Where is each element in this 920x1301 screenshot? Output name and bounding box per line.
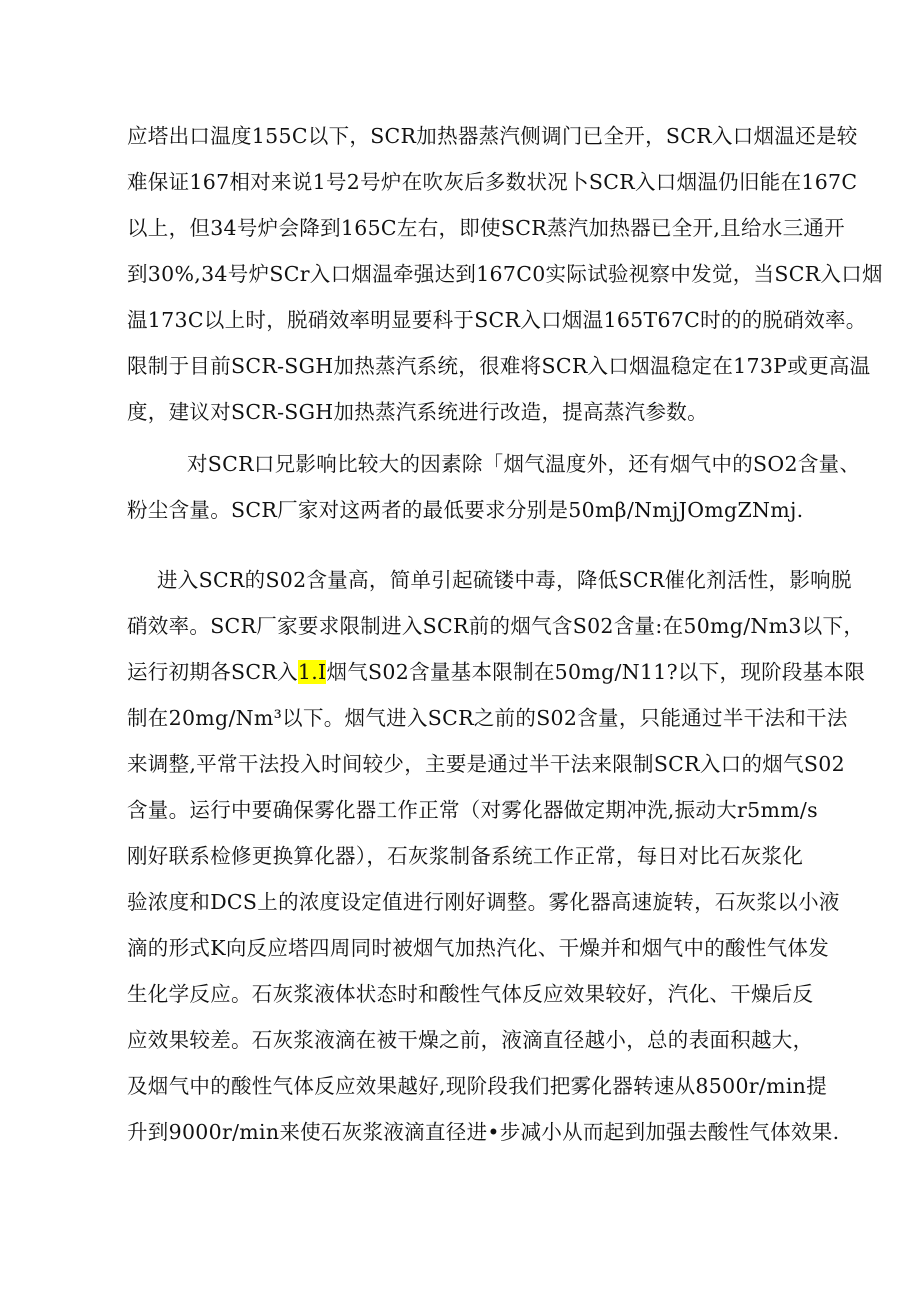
text-line: 度，建议对SCR-SGH加热蒸汽系统进行改造，提高蒸汽参数。 [127, 400, 708, 424]
text-line: 生化学反应。石灰浆液体状态时和酸性气体反应效果较好，汽化、干燥后反 [127, 982, 814, 1006]
text-line: 进入SCR的S02含量高，简单引起硫镂中毒，降低SCR催化剂活性，影响脱 [157, 568, 852, 592]
text-line: 应效果较差。石灰浆液滴在被干燥之前，液滴直径越小，总的表面积越大， [127, 1028, 814, 1052]
text-line: 及烟气中的酸性气体反应效果越好,现阶段我们把雾化器转速从8500r/min提 [127, 1074, 827, 1098]
text-line: 升到9000r/min来使石灰浆液滴直径进•步减小从而起到加强去酸性气体效果. [127, 1120, 840, 1144]
text-line: 到30%,34号炉SCr入口烟温牵强达到167C0实际试验视察中发觉，当SCR入口烟 [127, 262, 883, 286]
text-line: 应塔出口温度155C以下，SCR加热器蒸汽侧调门已全开，SCR入口烟温还是较 [127, 124, 858, 148]
text-segment: 烟气S02含量基本限制在50mg/N11?以下，现阶段基本限 [326, 660, 866, 684]
text-line: 粉尘含量。SCR厂家对这两者的最低要求分别是50mβ/NmjJOmgZNmj. [127, 498, 804, 522]
text-line: 硝效率。SCR厂家要求限制进入SCR前的烟气含S02含量:在50mg/Nm3以下， [127, 614, 865, 638]
text-line: 验浓度和DCS上的浓度设定值进行刚好调整。雾化器高速旋转，石灰浆以小液 [127, 890, 840, 914]
text-line: 滴的形式K向反应塔四周同时被烟气加热汽化、干燥并和烟气中的酸性气体发 [127, 936, 830, 960]
text-line: 刚好联系检修更换算化器），石灰浆制备系统工作正常，每日对比石灰浆化 [127, 844, 804, 868]
highlighted-text: 1.I [297, 660, 327, 684]
text-line: 对SCR口兄影响比较大的因素除「烟气温度外，还有烟气中的SO2含量、 [187, 452, 861, 476]
text-line: 难保证167相对来说1号2号炉在吹灰后多数状况卜SCR入口烟温仍旧能在167C [127, 170, 858, 194]
text-line: 以上，但34号炉会降到165C左右，即使SCR蒸汽加热器已全开,且给水三通开 [127, 216, 845, 240]
text-segment: 运行初期各SCR入 [127, 660, 298, 684]
text-line: 制在20mg/Nm³以下。烟气进入SCR之前的S02含量，只能通过半干法和干法 [127, 706, 848, 730]
text-line: 来调整,平常干法投入时间较少，主要是通过半干法来限制SCR入口的烟气S02 [127, 752, 845, 776]
text-line [127, 652, 866, 692]
text-line: 限制于目前SCR-SGH加热蒸汽系统，很难将SCR入口烟温稳定在173P或更高温 [127, 354, 871, 378]
text-line: 含量。运行中要确保雾化器工作正常（对雾化器做定期冲洗,振动大r5mm/s [127, 798, 818, 822]
text-line: 温173C以上时，脱硝效率明显要科于SCR入口烟温165T67C时的的脱硝效率。 [127, 308, 867, 332]
